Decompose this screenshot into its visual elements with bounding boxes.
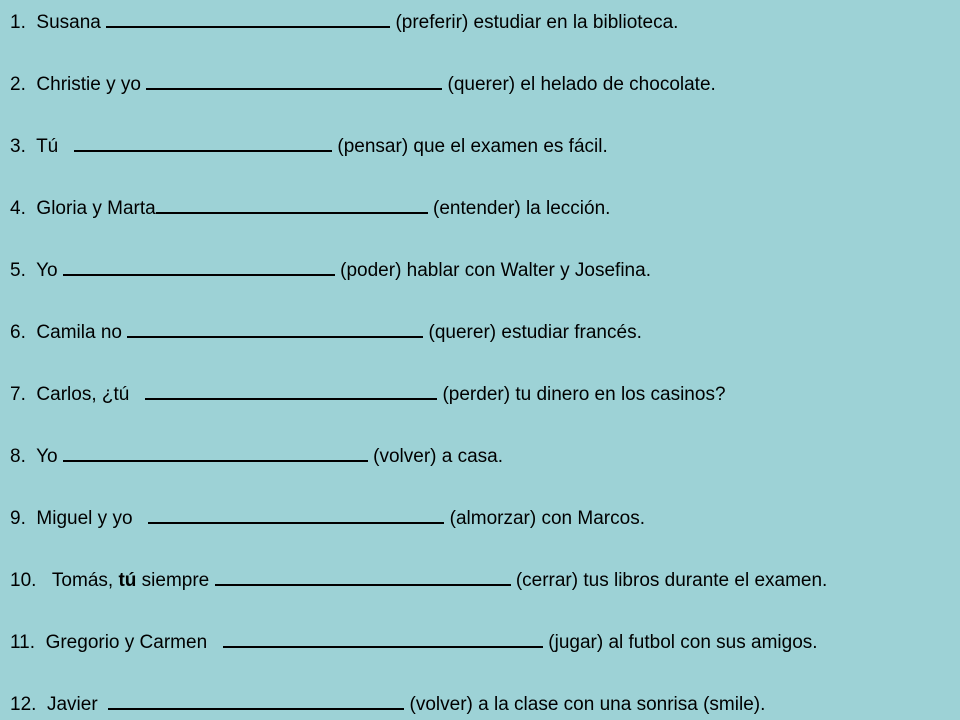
answer-blank[interactable] <box>74 133 332 152</box>
item-rest: (cerrar) tus libros durante el examen. <box>515 570 828 591</box>
item-subject: Tomás, <box>51 570 114 591</box>
item-subject: Gloria y Marta <box>36 198 156 219</box>
item-number: 10. <box>10 570 37 591</box>
answer-blank[interactable] <box>106 9 390 28</box>
item-subject: Yo <box>36 260 58 281</box>
exercise-item-9 <box>10 505 645 527</box>
item-rest: (preferir) estudiar en la biblioteca. <box>395 12 679 33</box>
answer-blank[interactable] <box>108 691 404 710</box>
item-rest: (volver) a la clase con una sonrisa (smile). <box>409 694 766 715</box>
item-subject: Gregorio y Carmen <box>45 632 208 653</box>
item-subject: Camila no <box>36 322 122 343</box>
answer-blank[interactable] <box>148 505 444 524</box>
item-number: 1. <box>10 12 26 33</box>
exercise-item-8 <box>10 443 503 465</box>
item-number: 3. <box>10 136 26 157</box>
item-number: 4. <box>10 198 26 219</box>
item-subject: Susana <box>36 12 101 33</box>
answer-blank[interactable] <box>146 71 442 90</box>
exercise-item-10 <box>10 567 827 589</box>
item-subject-cont: siempre <box>141 570 210 591</box>
exercise-item-7 <box>10 381 726 403</box>
exercise-item-2 <box>10 71 716 93</box>
answer-blank[interactable] <box>223 629 543 648</box>
item-rest: (pensar) que el examen es fácil. <box>337 136 608 157</box>
item-number: 9. <box>10 508 26 529</box>
item-number: 8. <box>10 446 26 467</box>
item-subject: Miguel y yo <box>36 508 133 529</box>
exercise-item-1 <box>10 9 678 31</box>
answer-blank[interactable] <box>156 195 428 214</box>
item-subject: Carlos, ¿tú <box>36 384 130 405</box>
exercise-item-3 <box>10 133 608 155</box>
item-subject: Javier <box>46 694 98 715</box>
item-number: 7. <box>10 384 26 405</box>
answer-blank[interactable] <box>215 567 511 586</box>
item-rest: (volver) a casa. <box>373 446 504 467</box>
item-rest: (jugar) al futbol con sus amigos. <box>548 632 818 653</box>
exercise-item-11 <box>10 629 818 651</box>
item-rest: (entender) la lección. <box>433 198 611 219</box>
item-subject: Christie y yo <box>36 74 141 95</box>
item-rest: (poder) hablar con Walter y Josefina. <box>340 260 651 281</box>
item-rest: (perder) tu dinero en los casinos? <box>442 384 726 405</box>
answer-blank[interactable] <box>127 319 423 338</box>
exercise-item-5 <box>10 257 651 279</box>
item-number: 11. <box>10 632 36 653</box>
item-number: 6. <box>10 322 26 343</box>
exercise-item-4 <box>10 195 610 217</box>
item-rest: (querer) estudiar francés. <box>428 322 642 343</box>
exercise-item-6 <box>10 319 642 341</box>
item-rest: (almorzar) con Marcos. <box>449 508 645 529</box>
item-subject: Yo <box>36 446 58 467</box>
item-subject-bold: tú <box>118 570 137 591</box>
answer-blank[interactable] <box>63 257 335 276</box>
exercise-item-12 <box>10 691 765 713</box>
item-number: 2. <box>10 74 26 95</box>
answer-blank[interactable] <box>63 443 368 462</box>
item-number: 12. <box>10 694 37 715</box>
item-rest: (querer) el helado de chocolate. <box>447 74 716 95</box>
item-subject: Tú <box>36 136 59 157</box>
answer-blank[interactable] <box>145 381 437 400</box>
item-number: 5. <box>10 260 26 281</box>
